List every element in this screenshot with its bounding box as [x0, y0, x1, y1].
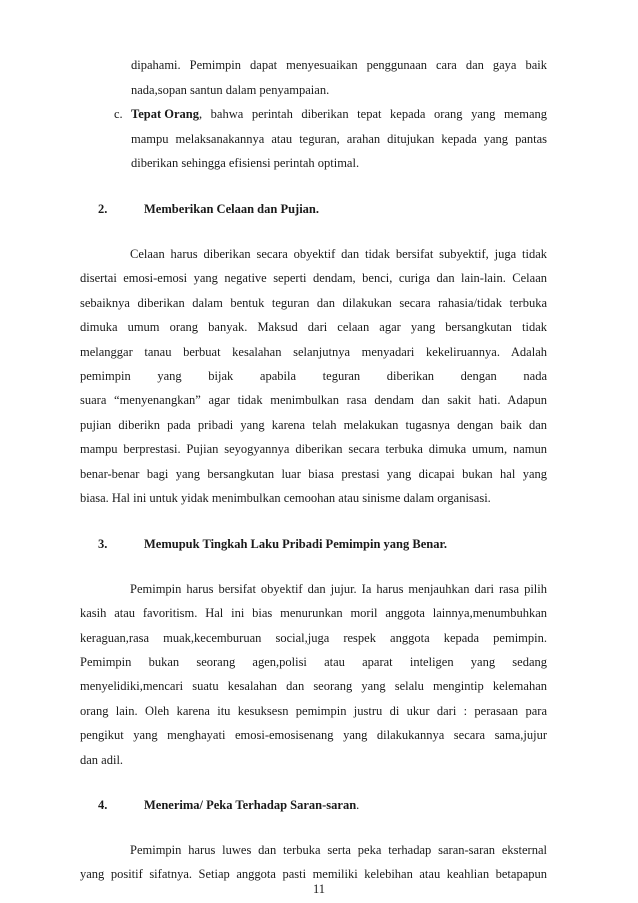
paragraph-line: suara “menyenangkan” agar tidak menimbulkan rasa dendam dan sakit hati. Adapun	[80, 393, 547, 407]
paragraph-line: yang positif sifatnya. Setiap anggota pasti memiliki kelebihan atau keahlian betapapun	[80, 867, 547, 881]
paragraph-line: nada,sopan santun dalam penyampaian.	[131, 83, 330, 97]
paragraph-line: orang lain. Oleh karena itu kesuksesn pemimpin justru di ukur dari : perasaan para	[80, 704, 547, 718]
section-heading	[144, 797, 359, 813]
paragraph-line: keraguan,rasa muak,kecemburuan social,juga respek anggota kepada pemimpin.	[80, 631, 547, 645]
paragraph-line: dimuka umum orang banyak. Maksud dari celaan agar yang bersangkutan tidak	[80, 320, 547, 334]
paragraph-line: Pemimpin bukan seorang agen,polisi atau aparat inteligen yang sedang	[80, 655, 547, 669]
paragraph-line: menyelidiki,mencari suatu kesalahan dan seorang yang selalu mengintip kelemahan	[80, 679, 547, 693]
list-item-first-line	[131, 106, 547, 122]
paragraph-line: diberikan sehingga efisiensi perintah optimal.	[131, 156, 360, 170]
paragraph-line: dan adil.	[80, 753, 124, 767]
section-number: 2.	[98, 202, 108, 216]
page-number: 11	[312, 882, 326, 896]
paragraph-line: Celaan harus diberikan secara obyektif dan tidak bersifat subyektif, juga tidak	[130, 247, 547, 261]
paragraph-line: kasih atau favoritism. Hal ini bias menurunkan moril anggota lainnya,menumbuhkan	[80, 606, 547, 620]
paragraph-line: pemimpin yang bijak apabila teguran diberikan dengan nada	[80, 369, 547, 383]
paragraph-line: biasa. Hal ini untuk yidak menimbulkan cemoohan atau sinisme dalam organisasi.	[80, 491, 491, 505]
section-number: 3.	[98, 537, 108, 551]
paragraph-line: mampu melaksanakannya atau teguran, arahan ditujukan kepada yang pantas	[131, 132, 547, 146]
paragraph-line: benar-benar bagi yang bersangkutan luar biasa prestasi yang dicapai bukan hal yang	[80, 467, 547, 481]
paragraph-line: Pemimpin harus luwes dan terbuka serta peka terhadap saran-saran eksternal	[130, 843, 547, 857]
paragraph-line: melanggar tanau berbuat kesalahan selanjutnya menyadari kekeliruannya. Adalah	[80, 345, 547, 359]
section-number: 4.	[98, 798, 108, 812]
section-heading: Memupuk Tingkah Laku Pribadi Pemimpin yang Benar.	[144, 537, 447, 551]
paragraph-line: dipahami. Pemimpin dapat menyesuaikan penggunaan cara dan gaya baik	[131, 58, 547, 72]
paragraph-line: disertai emosi-emosi yang negative seperti dendam, benci, curiga dan lain-lain. Celaan	[80, 271, 547, 285]
section-heading-period: .	[356, 798, 360, 812]
list-item-label: Tepat Orang	[131, 107, 199, 121]
list-item-text: , bahwa perintah diberikan tepat kepada orang yang memang	[198, 107, 547, 121]
paragraph-line: pengikut yang menghayati emosi-emosisenang yang dilakukannya secara sama,jujur	[80, 728, 547, 742]
section-heading-text: Menerima/ Peka Terhadap Saran-saran	[144, 798, 357, 812]
paragraph-line: sebaiknya diberikan dalam bentuk teguran dan dilakukan secara rahasia/tidak terbuka	[80, 296, 547, 310]
paragraph-line: Pemimpin harus bersifat obyektif dan jujur. Ia harus menjauhkan dari rasa pilih	[130, 582, 547, 596]
paragraph-line: mampu berprestasi. Pujian seyogyannya diberikan secara terbuka dimuka umum, namun	[80, 442, 547, 456]
section-heading: Memberikan Celaan dan Pujian.	[144, 202, 320, 216]
paragraph-line: pujian diberikn pada pribadi yang karena telah melakukan tugasnya dengan baik dan	[80, 418, 547, 432]
list-marker: c.	[114, 107, 123, 121]
